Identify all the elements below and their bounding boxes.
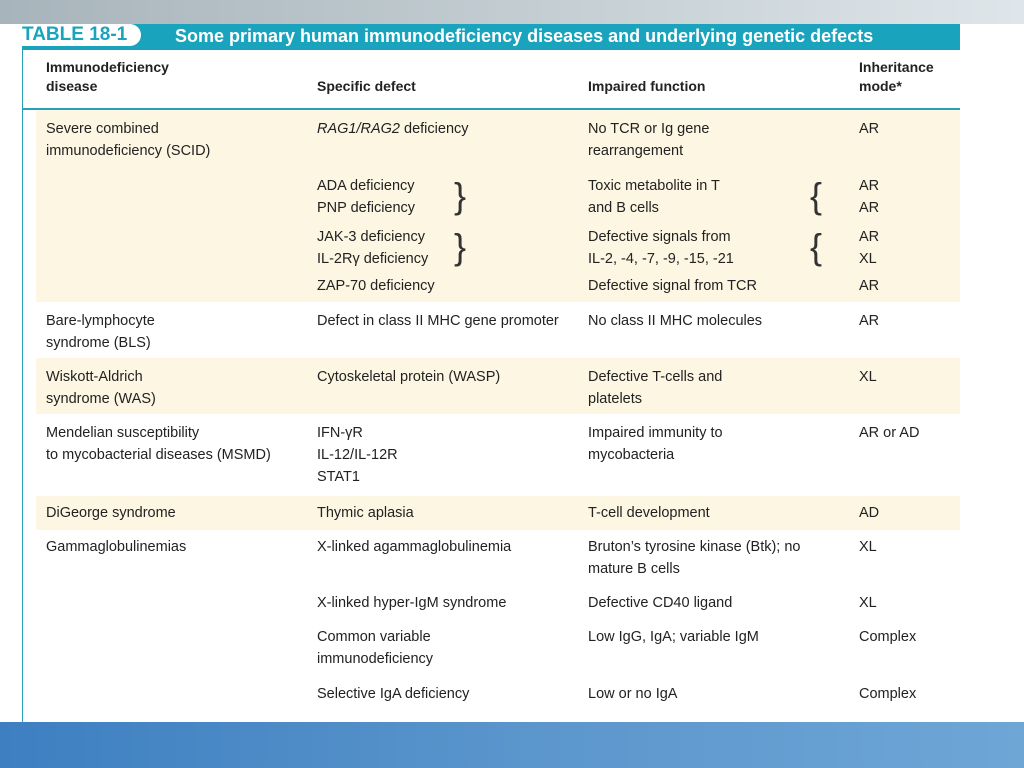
cell-function: T-cell development	[588, 505, 710, 521]
table-left-rule	[22, 50, 23, 724]
gene-name: RAG1/RAG2	[317, 121, 400, 137]
cell-disease	[46, 118, 306, 162]
text-line: Severe combined	[46, 121, 159, 137]
table-row-bls	[36, 302, 960, 358]
cell-mode: AR or AD	[859, 425, 920, 441]
text-line: IL-2, -4, -7, -9, -15, -21	[588, 251, 734, 267]
table-row-gammaglobulinemias	[36, 530, 960, 722]
text-line: Impaired immunity to	[588, 425, 723, 441]
cell-function	[588, 226, 828, 270]
cell-mode: Complex	[859, 686, 917, 702]
cell-function	[588, 175, 828, 219]
cell-mode: XL	[859, 369, 877, 385]
header-disease-line1: Immunodeficiency	[46, 59, 169, 75]
text-line: Toxic metabolite in T	[588, 178, 720, 194]
cell-defect	[317, 226, 577, 270]
cell-disease	[46, 310, 306, 354]
text-line: immunodeficiency	[317, 651, 434, 667]
table-number: TABLE 18-1	[12, 24, 141, 46]
text-line: JAK-3 deficiency	[317, 229, 425, 245]
cell-defect	[317, 626, 577, 670]
text-line: Wiskott-Aldrich	[46, 369, 143, 385]
cell-defect	[317, 118, 577, 140]
cell-mode: AR	[859, 121, 880, 137]
cell-disease: Gammaglobulinemias	[46, 539, 187, 555]
header-inheritance-line2: mode*	[859, 78, 902, 94]
text-line: syndrome (BLS)	[46, 335, 151, 351]
cell-disease	[46, 422, 306, 466]
cell-disease	[46, 366, 306, 410]
cell-mode	[859, 226, 959, 270]
cell-function	[588, 422, 828, 466]
cell-mode: Complex	[859, 629, 917, 645]
cell-defect: X-linked hyper-IgM syndrome	[317, 595, 507, 611]
bottom-decorative-bar	[0, 722, 1024, 768]
cell-defect: Thymic aplasia	[317, 505, 414, 521]
text-line: mature B cells	[588, 561, 680, 577]
table-row-msmd	[36, 414, 960, 496]
cell-mode: XL	[859, 539, 877, 555]
cell-function: Defective CD40 ligand	[588, 595, 733, 611]
text-line: Defective signals from	[588, 229, 731, 245]
cell-function: Low IgG, IgA; variable IgM	[588, 629, 759, 645]
cell-mode: AD	[859, 505, 880, 521]
text-line: PNP deficiency	[317, 200, 416, 216]
right-brace-icon: }	[454, 175, 467, 216]
text-line: to mycobacterial diseases (MSMD)	[46, 447, 271, 463]
cell-defect	[317, 422, 577, 488]
text-line: deficiency	[400, 121, 469, 137]
text-line: IFN-γR	[317, 425, 363, 441]
text-line: syndrome (WAS)	[46, 391, 156, 407]
cell-function: Defective signal from TCR	[588, 278, 757, 294]
text-line: Bruton’s tyrosine kinase (Btk); no	[588, 539, 801, 555]
header-disease-line2: disease	[46, 78, 98, 94]
text-line: STAT1	[317, 469, 360, 485]
cell-function	[588, 118, 828, 162]
table-row-scid	[36, 110, 960, 302]
text-line: and B cells	[588, 200, 659, 216]
text-line: Mendelian susceptibility	[46, 425, 200, 441]
table-header	[23, 50, 960, 110]
cell-disease: DiGeorge syndrome	[46, 505, 176, 521]
table-title: Some primary human immunodeficiency diseases and underlying genetic defects	[175, 26, 874, 46]
text-line: mycobacteria	[588, 447, 675, 463]
right-brace-icon: }	[454, 226, 467, 267]
header-disease	[46, 58, 169, 96]
text-line: immunodeficiency (SCID)	[46, 143, 211, 159]
left-brace-icon: {	[810, 175, 823, 216]
cell-mode: AR	[859, 313, 880, 329]
text-line: AR	[859, 178, 880, 194]
table-row-was	[36, 358, 960, 414]
cell-defect: Cytoskeletal protein (WASP)	[317, 369, 501, 385]
cell-function	[588, 536, 858, 580]
text-line: No TCR or Ig gene	[588, 121, 710, 137]
left-brace-icon: {	[810, 226, 823, 267]
cell-function: Low or no IgA	[588, 686, 678, 702]
text-line: ADA deficiency	[317, 178, 415, 194]
text-line: Common variable	[317, 629, 431, 645]
cell-function	[588, 366, 828, 410]
cell-mode: AR	[859, 278, 880, 294]
text-line: XL	[859, 251, 877, 267]
cell-mode: XL	[859, 595, 877, 611]
cell-defect: ZAP-70 deficiency	[317, 278, 435, 294]
table-row-digeorge	[36, 496, 960, 530]
text-line: Defective T-cells and	[588, 369, 723, 385]
text-line: IL-2Rγ deficiency	[317, 251, 429, 267]
header-inheritance	[859, 58, 934, 96]
cell-defect: X-linked agammaglobulinemia	[317, 539, 512, 555]
cell-mode	[859, 175, 959, 219]
cell-defect	[317, 175, 577, 219]
cell-function: No class II MHC molecules	[588, 313, 763, 329]
text-line: rearrangement	[588, 143, 684, 159]
text-line: AR	[859, 200, 880, 216]
top-decorative-bar	[0, 0, 1024, 24]
cell-defect: Selective IgA deficiency	[317, 686, 470, 702]
text-line: platelets	[588, 391, 643, 407]
table-title-band	[22, 24, 960, 50]
header-defect: Specific defect	[317, 78, 416, 94]
text-line: IL-12/IL-12R	[317, 447, 398, 463]
text-line: AR	[859, 229, 880, 245]
text-line: Bare-lymphocyte	[46, 313, 155, 329]
header-inheritance-line1: Inheritance	[859, 59, 934, 75]
header-function: Impaired function	[588, 78, 706, 94]
cell-defect: Defect in class II MHC gene promoter	[317, 313, 559, 329]
